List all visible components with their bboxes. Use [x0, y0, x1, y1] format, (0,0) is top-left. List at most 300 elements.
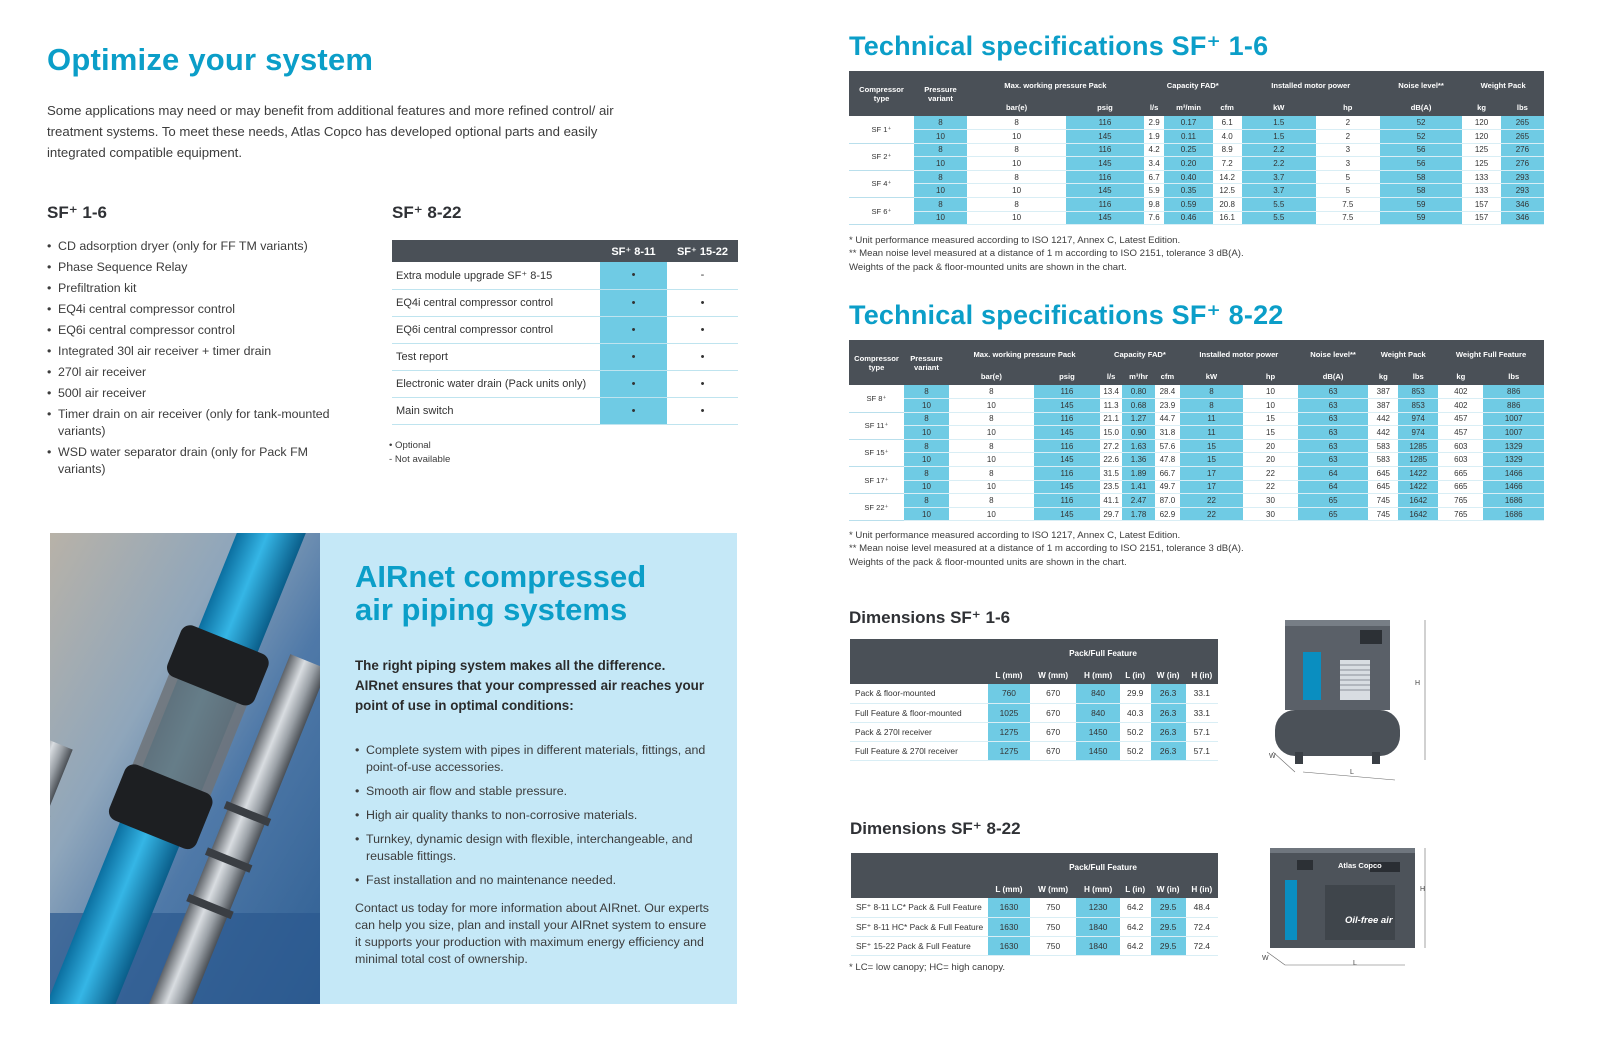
spec16-cell: 56 — [1380, 157, 1463, 171]
spec822-cell: 41.1 — [1100, 494, 1122, 508]
dim16-label-l: L — [1350, 769, 1354, 776]
dim16-title: Dimensions SF⁺ 1-6 — [849, 608, 1011, 627]
spec16-cell: 3.4 — [1144, 157, 1165, 171]
spec822-cell: 0.90 — [1122, 426, 1155, 440]
spec822-cell: 8 — [1180, 399, 1243, 413]
spec822-cell: 603 — [1438, 439, 1483, 453]
dim16-cell: 33.1 — [1186, 703, 1218, 722]
spec16-row — [849, 184, 1544, 198]
spec16-h-maxwp: Max. working pressure Pack — [1004, 80, 1107, 90]
spec16-cell: 10 — [914, 130, 967, 144]
options-table-row — [392, 370, 738, 397]
dim16-subheader: H (mm) — [1083, 671, 1113, 680]
spec16-cell: 0.11 — [1164, 130, 1212, 144]
spec822-cell: 20 — [1243, 453, 1298, 467]
spec822-cell: 15 — [1243, 412, 1298, 426]
spec16-cell: 116 — [1066, 170, 1144, 184]
options-row-label: Test report — [392, 343, 600, 370]
dim822-label-h: H — [1420, 886, 1426, 893]
optimize-intro: Some applications may need or may benefit from additional features and more refined control/ air treatment systems. To meet these needs, Atlas Copco has developed optional parts and easily integrated compatible equipment. — [47, 103, 614, 160]
dim822-row-label: SF⁺ 15-22 Pack & Full Feature — [851, 936, 988, 955]
dim16-row-label: Full Feature & floor-mounted — [850, 703, 988, 722]
dim16-cell: 1275 — [988, 741, 1030, 760]
dim822-cell: 29.5 — [1151, 898, 1186, 917]
dim822-label-l: L — [1353, 960, 1357, 967]
spec16-cell: 276 — [1501, 143, 1544, 157]
sf16-compressor-image — [1255, 612, 1435, 792]
spec16-h-type: Compressor type — [859, 84, 904, 103]
dim822-row-label: SF⁺ 8-11 HC* Pack & Full Feature — [851, 917, 988, 936]
airnet-pipe-photo — [50, 533, 320, 1004]
options-table-row — [392, 289, 738, 316]
dim16-row-label: Pack & floor-mounted — [850, 684, 988, 703]
legend-not-available: - Not available — [389, 453, 451, 465]
spec16-cell: 1.9 — [1144, 130, 1165, 144]
spec16-subheader: m³/min — [1176, 103, 1201, 112]
spec16-cell: 8 — [967, 116, 1066, 130]
spec822-cell: 387 — [1368, 385, 1398, 399]
spec16-cell: 265 — [1501, 116, 1544, 130]
dim822-subheader: L (mm) — [995, 885, 1023, 894]
spec822-cell: 21.1 — [1100, 412, 1122, 426]
dim16-cell: 26.3 — [1151, 722, 1186, 741]
dim16-h-blank — [850, 639, 988, 684]
spec16-cell: 157 — [1462, 211, 1500, 225]
spec16-cell: 6.7 — [1144, 170, 1165, 184]
spec822-row — [849, 399, 1544, 413]
spec16-cell: 8 — [914, 143, 967, 157]
spec822-cell: 1007 — [1483, 426, 1544, 440]
dim16-cell: 1025 — [988, 703, 1030, 722]
spec16-cell: 145 — [1066, 211, 1144, 225]
airnet-bullet-item: • Complete system with pipes in different materials, fittings, and point-of-use accessories. — [355, 742, 710, 776]
spec822-cell: 29.7 — [1100, 507, 1122, 521]
spec16-cell: 59 — [1380, 198, 1463, 212]
spec822-note-line: * Unit performance measured according to ISO 1217, Annex C, Latest Edition. — [849, 530, 1181, 541]
spec822-cell: 2.47 — [1122, 494, 1155, 508]
spec822-cell: 442 — [1368, 426, 1398, 440]
options-row-mark: • — [667, 343, 738, 370]
spec16-cell: 1.5 — [1242, 130, 1316, 144]
spec822-cell: 745 — [1368, 507, 1398, 521]
spec16-cell: 346 — [1501, 198, 1544, 212]
page-title-optimize: Optimize your system — [47, 42, 374, 77]
spec16-cell: 56 — [1380, 143, 1463, 157]
spec822-cell: 457 — [1438, 426, 1483, 440]
spec822-cell: 57.6 — [1155, 439, 1180, 453]
dim822-cell: 64.2 — [1120, 917, 1151, 936]
dim822-table — [851, 853, 1218, 956]
dim16-label-w: W — [1269, 753, 1276, 760]
spec16-cell: 293 — [1501, 184, 1544, 198]
spec822-h-weightff: Weight Full Feature — [1455, 349, 1527, 359]
spec822-cell: 145 — [1034, 480, 1100, 494]
options-table-row — [392, 397, 738, 424]
sf16-option-item: • 500l air receiver — [47, 385, 347, 402]
dim16-cell: 57.1 — [1186, 722, 1218, 741]
spec16-cell: 10 — [967, 211, 1066, 225]
spec822-type-cell: SF 22⁺ — [849, 494, 904, 521]
dim822-subheader: H (in) — [1191, 885, 1213, 894]
airnet-title-line2: air piping systems — [355, 592, 628, 627]
dim16-row-label: Full Feature & 270l receiver — [850, 741, 988, 760]
dim822-row — [851, 917, 1218, 936]
spec822-cell: 8 — [949, 385, 1034, 399]
spec822-row — [849, 453, 1544, 467]
spec16-cell: 10 — [967, 157, 1066, 171]
spec822-cell: 10 — [904, 453, 949, 467]
spec822-cell: 1422 — [1398, 480, 1438, 494]
spec16-subheader: kW — [1273, 103, 1285, 112]
spec16-cell: 157 — [1462, 198, 1500, 212]
spec822-cell: 665 — [1438, 467, 1483, 481]
spec822-cell: 44.7 — [1155, 412, 1180, 426]
dim16-cell: 840 — [1076, 684, 1120, 703]
spec822-subheader: lbs — [1412, 372, 1424, 381]
spec16-cell: 5 — [1316, 184, 1380, 198]
spec16-cell: 10 — [914, 184, 967, 198]
dim16-subheader: L (in) — [1125, 671, 1146, 680]
spec822-h-noise: Noise level** — [1310, 349, 1356, 359]
sf822-options-table — [392, 240, 738, 425]
spec822-cell: 645 — [1368, 467, 1398, 481]
spec822-cell: 145 — [1034, 453, 1100, 467]
spec822-cell: 49.7 — [1155, 480, 1180, 494]
spec822-cell: 11.3 — [1100, 399, 1122, 413]
spec822-title: Technical specifications SF⁺ 8-22 — [849, 300, 1284, 330]
options-row-mark: • — [667, 370, 738, 397]
spec16-cell: 133 — [1462, 184, 1500, 198]
options-row-mark: • — [600, 289, 667, 316]
spec16-cell: 116 — [1066, 143, 1144, 157]
legend-optional: • Optional — [389, 440, 431, 451]
dim822-note: * LC= low canopy; HC= high canopy. — [849, 962, 1006, 973]
spec16-cell: 116 — [1066, 116, 1144, 130]
spec822-row — [849, 467, 1544, 481]
spec16-cell: 16.1 — [1213, 211, 1242, 225]
spec16-subheader: bar(e) — [1006, 103, 1028, 112]
options-table-row — [392, 316, 738, 343]
spec16-cell: 5.5 — [1242, 211, 1316, 225]
spec822-type-cell: SF 11⁺ — [849, 412, 904, 439]
spec16-cell: 8 — [967, 198, 1066, 212]
spec822-cell: 1329 — [1483, 439, 1544, 453]
spec822-cell: 23.5 — [1100, 480, 1122, 494]
options-row-label: Main switch — [392, 397, 600, 424]
spec822-cell: 1466 — [1483, 467, 1544, 481]
sf16-option-item: • Timer drain on air receiver (only for tank-mounted variants) — [47, 406, 347, 440]
spec16-subheader: psig — [1097, 103, 1113, 112]
spec822-cell: 886 — [1483, 399, 1544, 413]
dim16-cell: 26.3 — [1151, 684, 1186, 703]
spec822-cell: 116 — [1034, 439, 1100, 453]
spec822-cell: 886 — [1483, 385, 1544, 399]
spec822-row — [849, 412, 1544, 426]
spec822-h-weight: Weight Pack — [1380, 349, 1426, 359]
spec822-cell: 1.89 — [1122, 467, 1155, 481]
dim822-badge: Oil-free air — [1345, 915, 1393, 926]
sf822-compressor-drawing — [1255, 840, 1435, 970]
spec16-cell: 7.5 — [1316, 211, 1380, 225]
airnet-bullet-item: • Turnkey, dynamic design with flexible, interchangeable, and reusable fittings. — [355, 831, 710, 865]
spec822-cell: 22 — [1180, 494, 1243, 508]
spec822-cell: 31.8 — [1155, 426, 1180, 440]
spec822-cell: 583 — [1368, 439, 1398, 453]
spec16-cell: 8 — [914, 170, 967, 184]
spec16-cell: 2.2 — [1242, 143, 1316, 157]
options-legend — [389, 439, 450, 466]
spec16-row — [849, 130, 1544, 144]
airnet-lead: The right piping system makes all the difference. AIRnet ensures that your compressed air reaches your point of use in optimal conditions: — [355, 658, 705, 713]
spec16-cell: 0.40 — [1164, 170, 1212, 184]
spec822-cell: 1285 — [1398, 439, 1438, 453]
sf16-option-item: • 270l air receiver — [47, 364, 347, 381]
spec16-subheader: kg — [1477, 103, 1486, 112]
spec822-cell: 765 — [1438, 494, 1483, 508]
spec822-cell: 11 — [1180, 412, 1243, 426]
spec822-cell: 1466 — [1483, 480, 1544, 494]
dim822-row — [851, 898, 1218, 917]
spec16-table-wrap — [849, 71, 1544, 225]
dim16-row — [850, 703, 1218, 722]
spec16-subheader: cfm — [1220, 103, 1234, 112]
dim822-cell: 1630 — [988, 898, 1030, 917]
spec822-cell: 645 — [1368, 480, 1398, 494]
spec822-cell: 765 — [1438, 507, 1483, 521]
dim16-cell: 1450 — [1076, 722, 1120, 741]
dim16-subheader: W (in) — [1156, 671, 1180, 680]
spec822-cell: 116 — [1034, 494, 1100, 508]
spec822-row — [849, 507, 1544, 521]
dim16-cell: 57.1 — [1186, 741, 1218, 760]
options-header-sf811: SF⁺ 8-11 — [611, 245, 656, 258]
spec16-cell: 6.1 — [1213, 116, 1242, 130]
sf16-option-item: • EQ4i central compressor control — [47, 301, 347, 318]
spec16-cell: 3.7 — [1242, 170, 1316, 184]
spec822-h-pressure: Pressure variant — [910, 353, 943, 372]
options-row-mark: • — [667, 289, 738, 316]
spec822-cell: 15 — [1180, 439, 1243, 453]
dim16-cell: 840 — [1076, 703, 1120, 722]
spec822-cell: 1329 — [1483, 453, 1544, 467]
spec822-cell: 853 — [1398, 399, 1438, 413]
spec822-cell: 1.27 — [1122, 412, 1155, 426]
spec822-cell: 13.4 — [1100, 385, 1122, 399]
spec822-subheader: kW — [1205, 372, 1218, 381]
sf16-options-list — [47, 238, 347, 482]
dim16-cell: 760 — [988, 684, 1030, 703]
spec16-cell: 7.2 — [1213, 157, 1242, 171]
spec822-cell: 402 — [1438, 399, 1483, 413]
spec822-subheader: l/s — [1106, 372, 1116, 381]
spec16-type-cell: SF 6⁺ — [849, 198, 914, 225]
spec16-h-noise: Noise level** — [1398, 80, 1444, 90]
dim822-cell: 64.2 — [1120, 898, 1151, 917]
dim822-cell: 72.4 — [1186, 936, 1218, 955]
airnet-panel — [320, 533, 737, 1004]
spec822-cell: 8 — [949, 439, 1034, 453]
options-row-label: Extra module upgrade SF⁺ 8-15 — [392, 262, 600, 289]
spec822-cell: 583 — [1368, 453, 1398, 467]
spec822-cell: 665 — [1438, 480, 1483, 494]
spec16-subheader: dB(A) — [1410, 103, 1432, 112]
spec16-note-line: * Unit performance measured according to ISO 1217, Annex C, Latest Edition. — [849, 235, 1181, 246]
spec822-subheader: lbs — [1508, 372, 1520, 381]
spec822-cell: 65 — [1298, 507, 1369, 521]
spec16-cell: 4.0 — [1213, 130, 1242, 144]
spec822-cell: 457 — [1438, 412, 1483, 426]
spec822-cell: 603 — [1438, 453, 1483, 467]
dim16-subheader: W (mm) — [1038, 671, 1069, 680]
spec822-cell: 28.4 — [1155, 385, 1180, 399]
spec822-note-line: ** Mean noise level measured at a distance of 1 m according to ISO 2151, tolerance 3 dB(A). — [849, 543, 1244, 555]
spec822-cell: 8 — [904, 385, 949, 399]
spec822-subheader: bar(e) — [980, 372, 1002, 381]
spec822-cell: 10 — [949, 399, 1034, 413]
spec822-cell: 31.5 — [1100, 467, 1122, 481]
spec16-title: Technical specifications SF⁺ 1-6 — [849, 31, 1269, 61]
sf16-options-heading: SF⁺ 1-6 — [47, 203, 107, 222]
spec822-cell: 22 — [1243, 480, 1298, 494]
dim822-cell: 750 — [1030, 936, 1076, 955]
options-row-mark: • — [600, 262, 667, 289]
spec822-cell: 11 — [1180, 426, 1243, 440]
spec16-cell: 5.9 — [1144, 184, 1165, 198]
spec822-cell: 10 — [904, 426, 949, 440]
spec16-cell: 125 — [1462, 157, 1500, 171]
dim822-subheader: L (in) — [1125, 885, 1146, 894]
spec822-cell: 10 — [949, 426, 1034, 440]
spec822-cell: 22 — [1180, 507, 1243, 521]
spec16-h-capacity: Capacity FAD* — [1166, 80, 1219, 90]
spec16-row — [849, 198, 1544, 212]
spec16-cell: 346 — [1501, 211, 1544, 225]
options-row-mark: • — [600, 397, 667, 424]
spec16-cell: 58 — [1380, 170, 1463, 184]
spec16-row — [849, 157, 1544, 171]
spec822-cell: 0.68 — [1122, 399, 1155, 413]
spec822-table-wrap — [849, 340, 1544, 521]
spec822-cell: 8 — [904, 467, 949, 481]
spec822-cell: 974 — [1398, 426, 1438, 440]
sf822-compressor-image — [1255, 840, 1435, 970]
spec822-cell: 10 — [949, 507, 1034, 521]
spec16-type-cell: SF 4⁺ — [849, 170, 914, 197]
spec822-cell: 47.8 — [1155, 453, 1180, 467]
spec822-cell: 1285 — [1398, 453, 1438, 467]
dim16-cell: 1275 — [988, 722, 1030, 741]
sf16-option-item: • CD adsorption dryer (only for FF TM variants) — [47, 238, 347, 255]
options-table-row — [392, 262, 738, 289]
spec16-row — [849, 170, 1544, 184]
spec822-cell: 1422 — [1398, 467, 1438, 481]
spec822-cell: 1686 — [1483, 494, 1544, 508]
spec822-cell: 10 — [949, 480, 1034, 494]
spec822-cell: 15 — [1243, 426, 1298, 440]
dim822-row — [851, 936, 1218, 955]
spec822-cell: 10 — [949, 453, 1034, 467]
dim822-cell: 750 — [1030, 898, 1076, 917]
spec822-subheader: kg — [1456, 372, 1466, 381]
spec822-note-line: Weights of the pack & floor-mounted units are shown in the chart. — [849, 556, 1127, 568]
spec16-cell: 145 — [1066, 157, 1144, 171]
dim16-cell: 1450 — [1076, 741, 1120, 760]
dim822-cell: 1630 — [988, 936, 1030, 955]
dim16-cell: 670 — [1030, 741, 1076, 760]
dim822-cell: 1630 — [988, 917, 1030, 936]
spec16-cell: 8 — [914, 116, 967, 130]
spec822-cell: 66.7 — [1155, 467, 1180, 481]
spec822-cell: 853 — [1398, 385, 1438, 399]
dim822-cell: 72.4 — [1186, 917, 1218, 936]
dim16-cell: 29.9 — [1120, 684, 1151, 703]
spec822-cell: 22.6 — [1100, 453, 1122, 467]
spec16-cell: 0.59 — [1164, 198, 1212, 212]
spec822-cell: 8 — [904, 412, 949, 426]
options-row-mark: • — [600, 316, 667, 343]
airnet-bullet-item: • High air quality thanks to non-corrosive materials. — [355, 807, 710, 824]
spec16-cell: 3 — [1316, 157, 1380, 171]
spec16-cell: 265 — [1501, 130, 1544, 144]
spec822-row — [849, 385, 1544, 399]
spec822-cell: 745 — [1368, 494, 1398, 508]
spec822-subheader: m³/hr — [1129, 372, 1149, 381]
spec16-cell: 5.5 — [1242, 198, 1316, 212]
spec822-cell: 10 — [904, 480, 949, 494]
spec822-notes — [849, 529, 1244, 569]
spec16-h-pressure: Pressure variant — [924, 84, 957, 103]
spec16-cell: 8 — [914, 198, 967, 212]
spec822-cell: 387 — [1368, 399, 1398, 413]
airnet-title — [355, 560, 646, 626]
dim822-cell: 1230 — [1076, 898, 1120, 917]
dim822-row-label: SF⁺ 8-11 LC* Pack & Full Feature — [851, 898, 988, 917]
dim16-subheader: H (in) — [1191, 671, 1213, 680]
dim822-cell: 48.4 — [1186, 898, 1218, 917]
spec822-subheader: kg — [1378, 372, 1388, 381]
spec16-cell: 1.5 — [1242, 116, 1316, 130]
dim16-cell: 670 — [1030, 722, 1076, 741]
spec16-cell: 12.5 — [1213, 184, 1242, 198]
spec16-cell: 3.7 — [1242, 184, 1316, 198]
dim16-cell: 670 — [1030, 703, 1076, 722]
spec822-cell: 15.0 — [1100, 426, 1122, 440]
dim822-subheader: W (mm) — [1038, 885, 1069, 894]
spec822-cell: 65 — [1298, 494, 1369, 508]
spec822-subheader: dB(A) — [1322, 372, 1344, 381]
dim822-cell: 1840 — [1076, 936, 1120, 955]
spec822-cell: 63 — [1298, 426, 1369, 440]
options-row-label: EQ6i central compressor control — [392, 316, 600, 343]
spec16-subheader: hp — [1343, 103, 1353, 112]
spec822-cell: 63 — [1298, 439, 1369, 453]
spec822-cell: 145 — [1034, 507, 1100, 521]
spec822-cell: 1642 — [1398, 494, 1438, 508]
spec822-h-maxwp: Max. working pressure Pack — [973, 349, 1076, 359]
dim822-cell: 750 — [1030, 917, 1076, 936]
spec16-cell: 10 — [914, 211, 967, 225]
dim16-table — [850, 639, 1218, 761]
spec822-cell: 8 — [1180, 385, 1243, 399]
spec822-row — [849, 494, 1544, 508]
spec822-cell: 63 — [1298, 385, 1369, 399]
options-header-blank — [392, 240, 600, 262]
spec822-cell: 1642 — [1398, 507, 1438, 521]
dim822-subheader: W (in) — [1156, 885, 1180, 894]
spec16-cell: 0.25 — [1164, 143, 1212, 157]
spec822-row — [849, 480, 1544, 494]
dim16-cell: 40.3 — [1120, 703, 1151, 722]
